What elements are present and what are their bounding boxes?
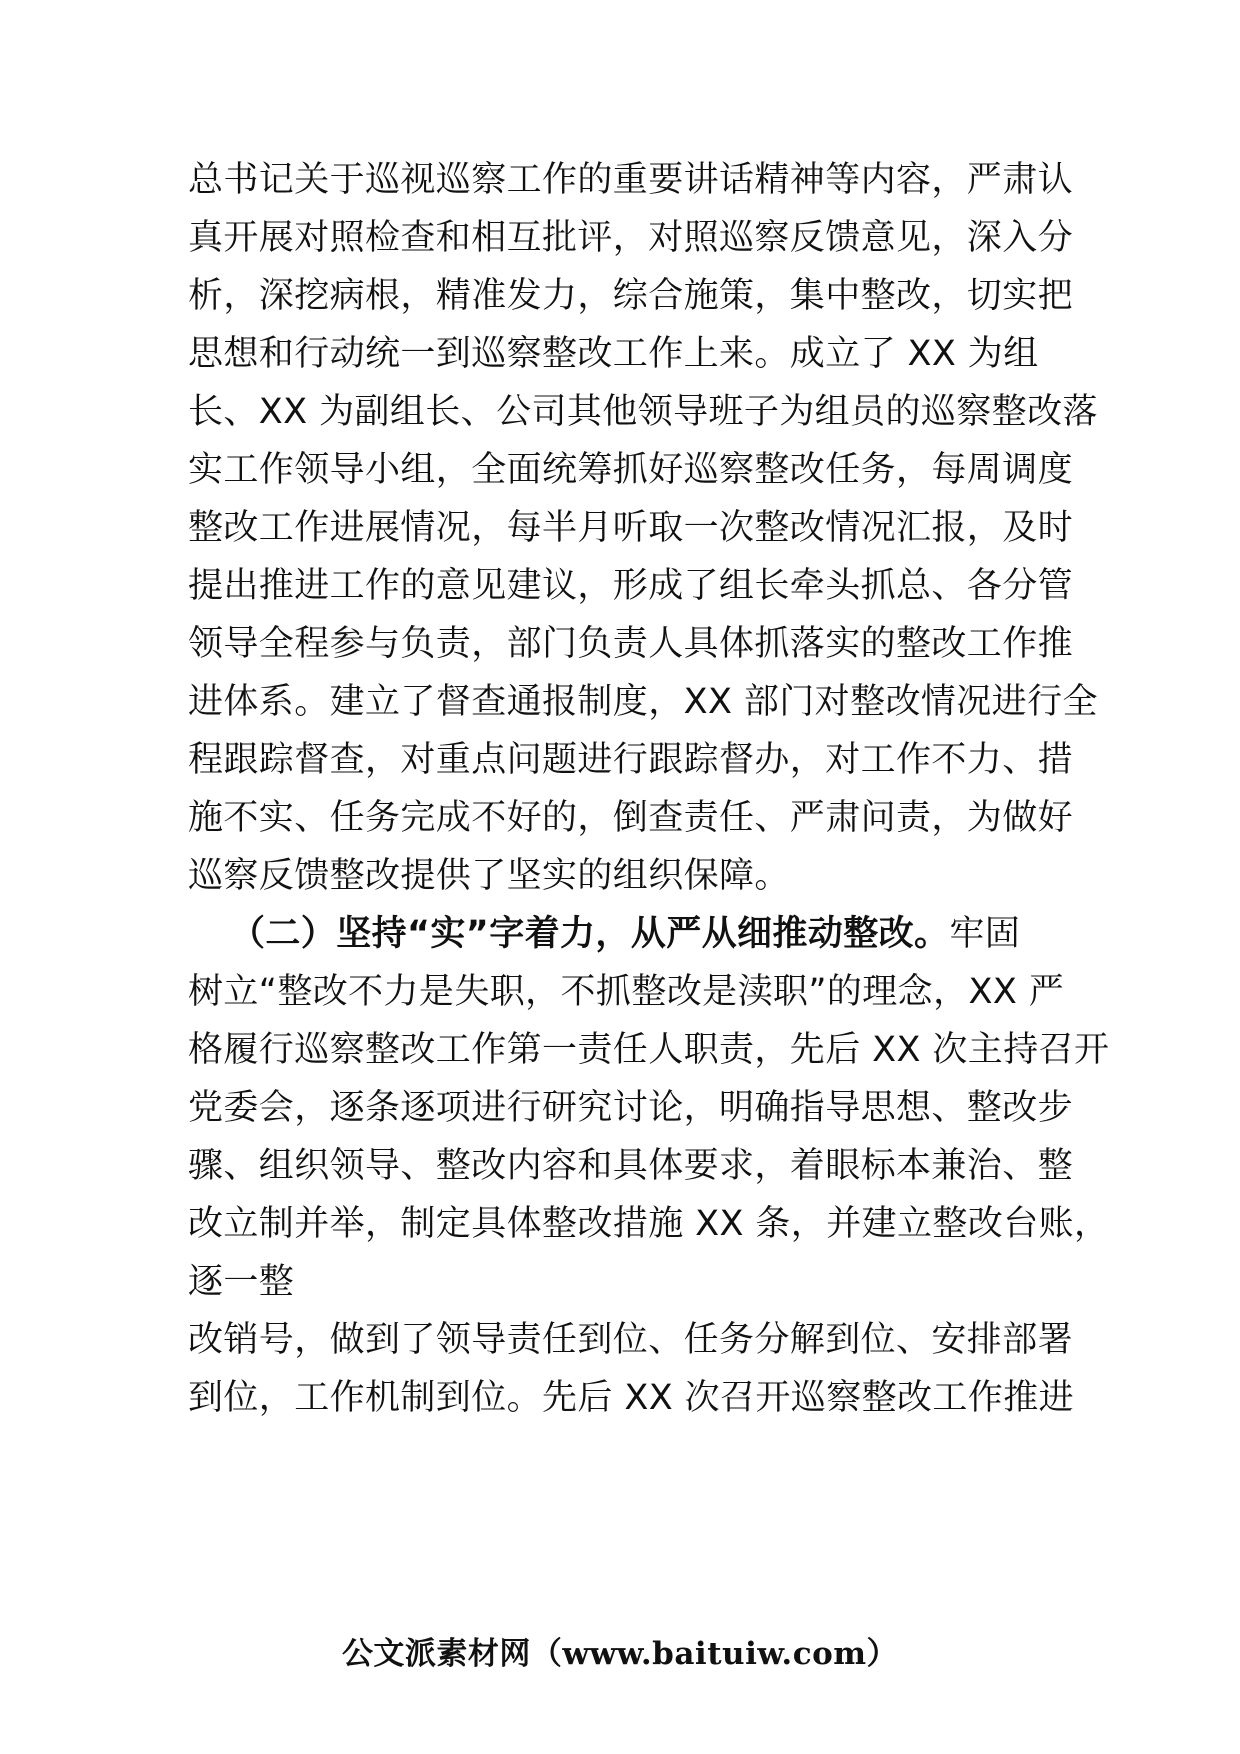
paragraph-line: 骤、组织领导、整改内容和具体要求，着眼标本兼治、整 — [188, 1146, 1074, 1186]
paragraph-line: 长、XX 为副组长、公司其他领导班子为组员的巡察整改落 — [188, 392, 1098, 432]
paragraph-line: 思想和行动统一到巡察整改工作上来。成立了 XX 为组 — [188, 334, 1039, 374]
paragraph-line: 施不实、任务完成不好的，倒查责任、严肃问责，为做好 — [188, 798, 1074, 838]
paragraph-line: 巡察反馈整改提供了坚实的组织保障。 — [188, 856, 790, 896]
paragraph-line: 提出推进工作的意见建议，形成了组长牵头抓总、各分管 — [188, 566, 1074, 606]
paragraph-line: 党委会，逐条逐项进行研究讨论，明确指导思想、整改步 — [188, 1088, 1074, 1128]
section-heading-continuation: 牢固 — [949, 914, 1021, 954]
paragraph-line: 程跟踪督查，对重点问题进行跟踪督办，对工作不力、措 — [188, 740, 1074, 780]
paragraph-line: 进体系。建立了督查通报制度，XX 部门对整改情况进行全 — [188, 682, 1098, 722]
paragraph-line: 领导全程参与负责，部门负责人具体抓落实的整改工作推 — [188, 624, 1074, 664]
section-heading: （二）坚持“实”字着力，从严从细推动整改。 — [230, 914, 950, 954]
paragraph-line: 整改工作进展情况，每半月听取一次整改情况汇报，及时 — [188, 508, 1074, 548]
paragraph-line: 逐一整 — [188, 1262, 295, 1302]
paragraph-line: 实工作领导小组，全面统筹抓好巡察整改任务，每周调度 — [188, 450, 1074, 490]
paragraph-line: 真开展对照检查和相互批评，对照巡察反馈意见，深入分 — [188, 218, 1074, 258]
paragraph-line: 树立“整改不力是失职，不抓整改是渎职”的理念，XX 严 — [188, 972, 1065, 1012]
paragraph-line: 改销号，做到了领导责任到位、任务分解到位、安排部署 — [188, 1320, 1074, 1360]
paragraph-line: 析，深挖病根，精准发力，综合施策，集中整改，切实把 — [188, 276, 1074, 316]
paragraph-line: 格履行巡察整改工作第一责任人职责，先后 XX 次主持召开 — [188, 1030, 1110, 1070]
page-footer: 公文派素材网（www.baituiw.com） — [341, 1636, 899, 1672]
paragraph-line: 到位，工作机制到位。先后 XX 次召开巡察整改工作推进 — [188, 1378, 1075, 1418]
section-heading-line — [230, 902, 1070, 966]
paragraph-line: 总书记关于巡视巡察工作的重要讲话精神等内容，严肃认 — [188, 160, 1074, 200]
paragraph-line: 改立制并举，制定具体整改措施 XX 条，并建立整改台账， — [188, 1204, 1110, 1244]
